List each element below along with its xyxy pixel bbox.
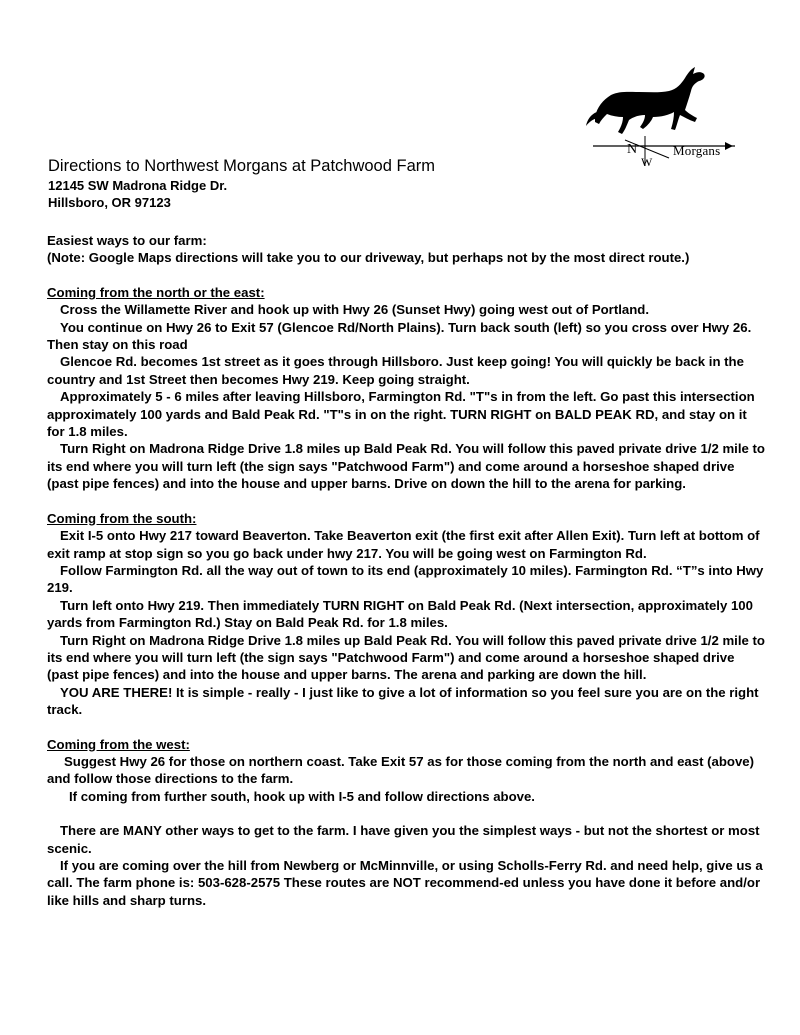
west-heading: Coming from the west: [47,736,190,752]
intro-note: (Note: Google Maps directions will take you to our driveway, but perhaps not by the most direct route.) [47,250,690,266]
horse-weathervane-icon [585,62,745,177]
south-step: Turn Right on Madrona Ridge Drive 1.8 miles up Bald Peak Rd. You will follow this paved private drive 1/2 mile to its end where you will turn left (the sign says "Patchwood Farm") and come around a horseshoe shaped drive (past pipe fences) and into the house and upper barns. The arena and parking are down the hill. [47,632,765,683]
address-line-1: 12145 SW Madrona Ridge Dr. [48,178,228,193]
farm-logo [585,62,745,177]
directions-body [47,232,767,909]
page-title: Directions to Northwest Morgans at Patchwood Farm [48,157,435,175]
south-step: Exit I-5 onto Hwy 217 toward Beaverton. Take Beaverton exit (the first exit after Allen Exit). Turn left at bottom of exit ramp at stop sign so you go back under hwy 217. You will be going west on Farmington Rd. [47,528,760,561]
south-step: YOU ARE THERE! It is simple - really - I just like to give a lot of information so you feel sure you are on the right track. [47,684,759,718]
north-east-step: Cross the Willamette River and hook up with Hwy 26 (Sunset Hwy) going west out of Portland. [60,302,649,318]
closing-paragraph: There are MANY other ways to get to the farm. I have given you the simplest ways - but not the shortest or most scenic. [47,823,760,856]
logo-text: Morgans [673,143,721,158]
south-step: Follow Farmington Rd. all the way out of town to its end (approximately 10 miles). Farmington Rd. “T”s into Hwy 219. [47,562,764,596]
north-east-heading: Coming from the north or the east: [47,284,265,300]
south-step: Turn left onto Hwy 219. Then immediately TURN RIGHT on Bald Peak Rd. (Next intersection, approximately 100 yards from Farmington Rd.) Stay on Bald Peak Rd. for 1.8 miles. [47,597,753,631]
address-line-2: Hillsboro, OR 97123 [48,195,171,210]
intro-heading: Easiest ways to our farm: [47,233,207,248]
closing-paragraph: If you are coming over the hill from Newberg or McMinnville, or using Scholls-Ferry Rd. and need help, give us a call. The farm phone is: 503-628-2575 These routes are NOT recommend-ed unless you have done it before and/or like hills and sharp turns. [47,858,763,908]
north-east-step: You continue on Hwy 26 to Exit 57 (Glencoe Rd/North Plains). Turn back south (left) so you cross over Hwy 26. Then stay on this road [47,319,752,353]
north-east-step: Approximately 5 - 6 miles after leaving Hillsboro, Farmington Rd. "T"s in from the left. Go past this intersection approximately 100 yards and Bald Peak Rd. "T"s in on the right. TURN RIGHT on BALD PEAK RD, and stay on it for 1.8 miles. [47,389,755,440]
west-step: If coming from further south, hook up with I-5 and follow directions above. [69,788,535,804]
south-heading: Coming from the south: [47,510,197,526]
west-step: Suggest Hwy 26 for those on northern coast. Take Exit 57 as for those coming from the north and east (above) and follow those directions to the farm. [47,753,755,787]
north-east-step: Turn Right on Madrona Ridge Drive 1.8 miles up Bald Peak Rd. You will follow this paved private drive 1/2 mile to its end where you will turn left (the sign says "Patchwood Farm") and come around a horseshoe shaped drive (past pipe fences) and into the house and upper barns. Drive on down the hill to the arena for parking. [47,441,765,492]
header [48,156,588,211]
compass-n-label: N [627,142,638,157]
compass-w-label: W [641,155,653,169]
north-east-step: Glencoe Rd. becomes 1st street as it goes through Hillsboro. Just keep going! You will quickly be back in the country and 1st Street then becomes Hwy 219. Keep going straight. [47,354,744,387]
